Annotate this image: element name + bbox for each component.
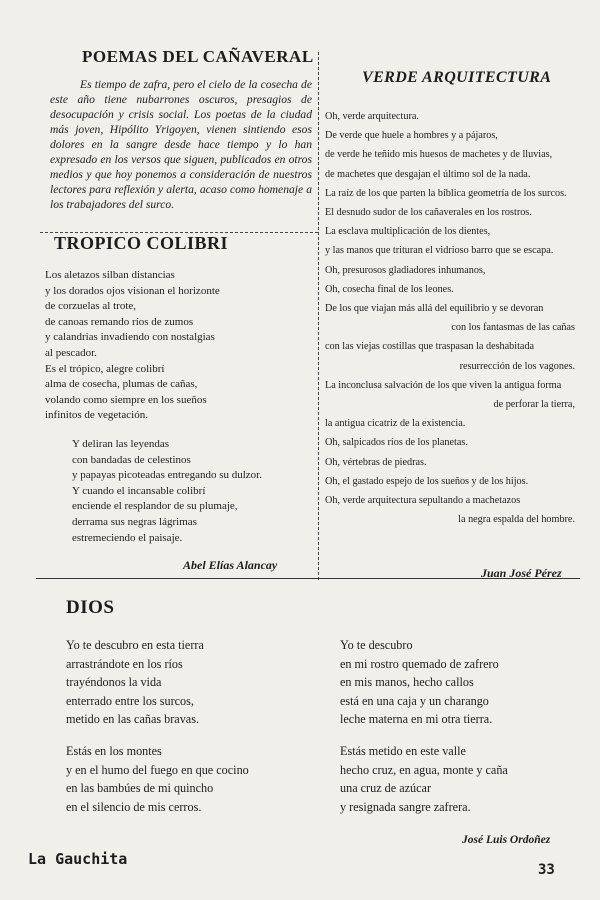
stanza-gap	[66, 729, 249, 742]
poem-line: en mis manos, hecho callos	[340, 675, 474, 690]
poem-line: Y cuando el incansable colibrí	[72, 484, 206, 497]
poem-line: Oh, verde arquitectura sepultando a machetazos	[325, 495, 521, 507]
poem-line: La inconclusa salvación de los que viven la antigua forma	[325, 379, 562, 391]
poem-line: y papayas picoteadas entregando su dulzor.	[72, 469, 262, 482]
poem-line: estremeciendo el paisaje.	[72, 531, 183, 544]
section-title: POEMAS DEL CAÑAVERAL	[82, 47, 314, 66]
poem-line: y calandrias invadiendo con nostalgias	[45, 331, 215, 344]
page-number: 33	[538, 862, 555, 878]
poem-line: trayéndonos la vida	[66, 675, 162, 690]
poem-line: Oh, presurosos gladiadores inhumanos,	[325, 264, 486, 276]
poem-line: está en una caja y un charango	[340, 693, 489, 708]
intro-text: Es tiempo de zafra, pero el cielo de la cosecha de este año tiene nubarrones oscuros, presagios de desocupación y crisis social. Los poetas de la ciudad más joven, Hipólito Yrigoyen, vienen sintiendo esos dolores en la sangre desde hace tiempo y lo han expresado en los versos que siguen, publicados en otros medios y que hoy ponemos a consideración de nuestros lectores para reflexión y alerta, acaso como homenaje a los trabajadores del surco.	[50, 78, 312, 211]
poem-line: alma de cosecha, plumas de cañas,	[45, 378, 198, 391]
poem-line: Es el trópico, alegre colibrí	[45, 362, 165, 375]
poem-line: y en el humo del fuego en que cocino	[66, 762, 249, 777]
poem-line: y resignada sangre zafrera.	[340, 799, 471, 814]
poem-line: con las viejas costillas que traspasan la deshabitada	[325, 341, 535, 353]
poem-line: la negra espalda del hombre.	[458, 514, 575, 526]
poem-dios-column-2	[340, 636, 508, 816]
poem-line: leche materna en mi otra tierra.	[340, 712, 493, 727]
poem-line: de canoas remando ríos de zumos	[45, 315, 194, 328]
poem-line: en las bambúes de mi quincho	[66, 781, 214, 796]
poem-line: volando como siempre en los sueños	[45, 393, 207, 406]
poem-line: en mi rostro quemado de zafrero	[340, 656, 499, 671]
poem-line: una cruz de azúcar	[340, 781, 432, 796]
poem-title: TROPICO COLIBRI	[54, 233, 229, 253]
poem-line: de verde he teñido mis huesos de machetes y de lluvias,	[325, 149, 553, 161]
poem-line: Estás metido en este valle	[340, 743, 466, 758]
poem-tropico-colibri	[45, 268, 262, 546]
poem-line: la antigua cicatriz de la existencia.	[325, 418, 466, 430]
poem-dios-column-1	[66, 636, 249, 816]
poem-line: infinitos de vegetación.	[45, 409, 148, 422]
poem-title: DIOS	[66, 597, 115, 618]
stanza-gap	[45, 424, 262, 437]
poem-line: Yo te descubro	[340, 638, 413, 652]
poem-line: enterrado entre los surcos,	[66, 693, 194, 708]
poem-line: en el silencio de mis cerros.	[66, 799, 202, 814]
poem-title: VERDE ARQUITECTURA	[362, 69, 552, 86]
poem-verde-arquitectura	[325, 107, 575, 529]
author-signature: Abel Elías Alancay	[183, 558, 278, 572]
author-signature: José Luis Ordoñez	[462, 834, 551, 846]
poem-line: con bandadas de celestinos	[72, 453, 191, 466]
poem-line: Los aletazos silban distancias	[45, 269, 175, 281]
stanza-gap	[340, 729, 508, 742]
poem-line: Oh, vértebras de piedras.	[325, 456, 427, 468]
poem-line: de perforar la tierra,	[493, 399, 575, 411]
poem-line: Y deliran las leyendas	[72, 437, 170, 450]
poem-line: y las manos que trituran el vidrioso barro que se escapa.	[325, 245, 554, 257]
poem-line: El desnudo sudor de los cañaverales en los rostros.	[325, 207, 532, 219]
poem-line: arrastrándote en los ríos	[66, 656, 183, 671]
poem-line: De los que viajan más allá del equilibrio y se devoran	[325, 303, 544, 315]
poem-line: La raíz de los que parten la bíblica geometría de los surcos.	[325, 187, 567, 199]
column-divider	[318, 52, 319, 580]
poem-line: de corzuelas al trote,	[45, 300, 137, 313]
poem-line: metido en las cañas bravas.	[66, 712, 199, 727]
poem-line: de machetes que desgajan el último sol de la nada.	[325, 168, 531, 180]
poem-line: Oh, salpicados ríos de los planetas.	[325, 437, 468, 449]
poem-line: Oh, verde arquitectura.	[325, 111, 419, 122]
poem-line: Oh, el gastado espejo de los sueños y de los hijos.	[325, 475, 529, 487]
poem-line: resurrección de los vagones.	[459, 360, 575, 372]
magazine-name: La Gauchita	[28, 850, 128, 868]
poem-line: al pescador.	[45, 346, 97, 359]
poem-line: enciende el resplandor de su plumaje,	[72, 500, 238, 513]
intro-paragraph	[50, 77, 312, 212]
poem-line: derrama sus negras lágrimas	[72, 515, 197, 528]
poem-line: Yo te descubro en esta tierra	[66, 638, 204, 652]
poem-line: De verde que huele a hombres y a pájaros,	[325, 130, 498, 142]
poem-line: hecho cruz, en agua, monte y caña	[340, 762, 508, 777]
poem-line: Estás en los montes	[66, 743, 162, 758]
poem-line: Oh, cosecha final de los leones.	[325, 283, 454, 295]
poem-line: y los dorados ojos visionan el horizonte	[45, 284, 220, 297]
poem-line: con los fantasmas de las cañas	[451, 322, 575, 334]
poem-line: La esclava multiplicación de los dientes,	[325, 226, 491, 238]
author-signature: Juan José Pérez	[481, 566, 562, 580]
